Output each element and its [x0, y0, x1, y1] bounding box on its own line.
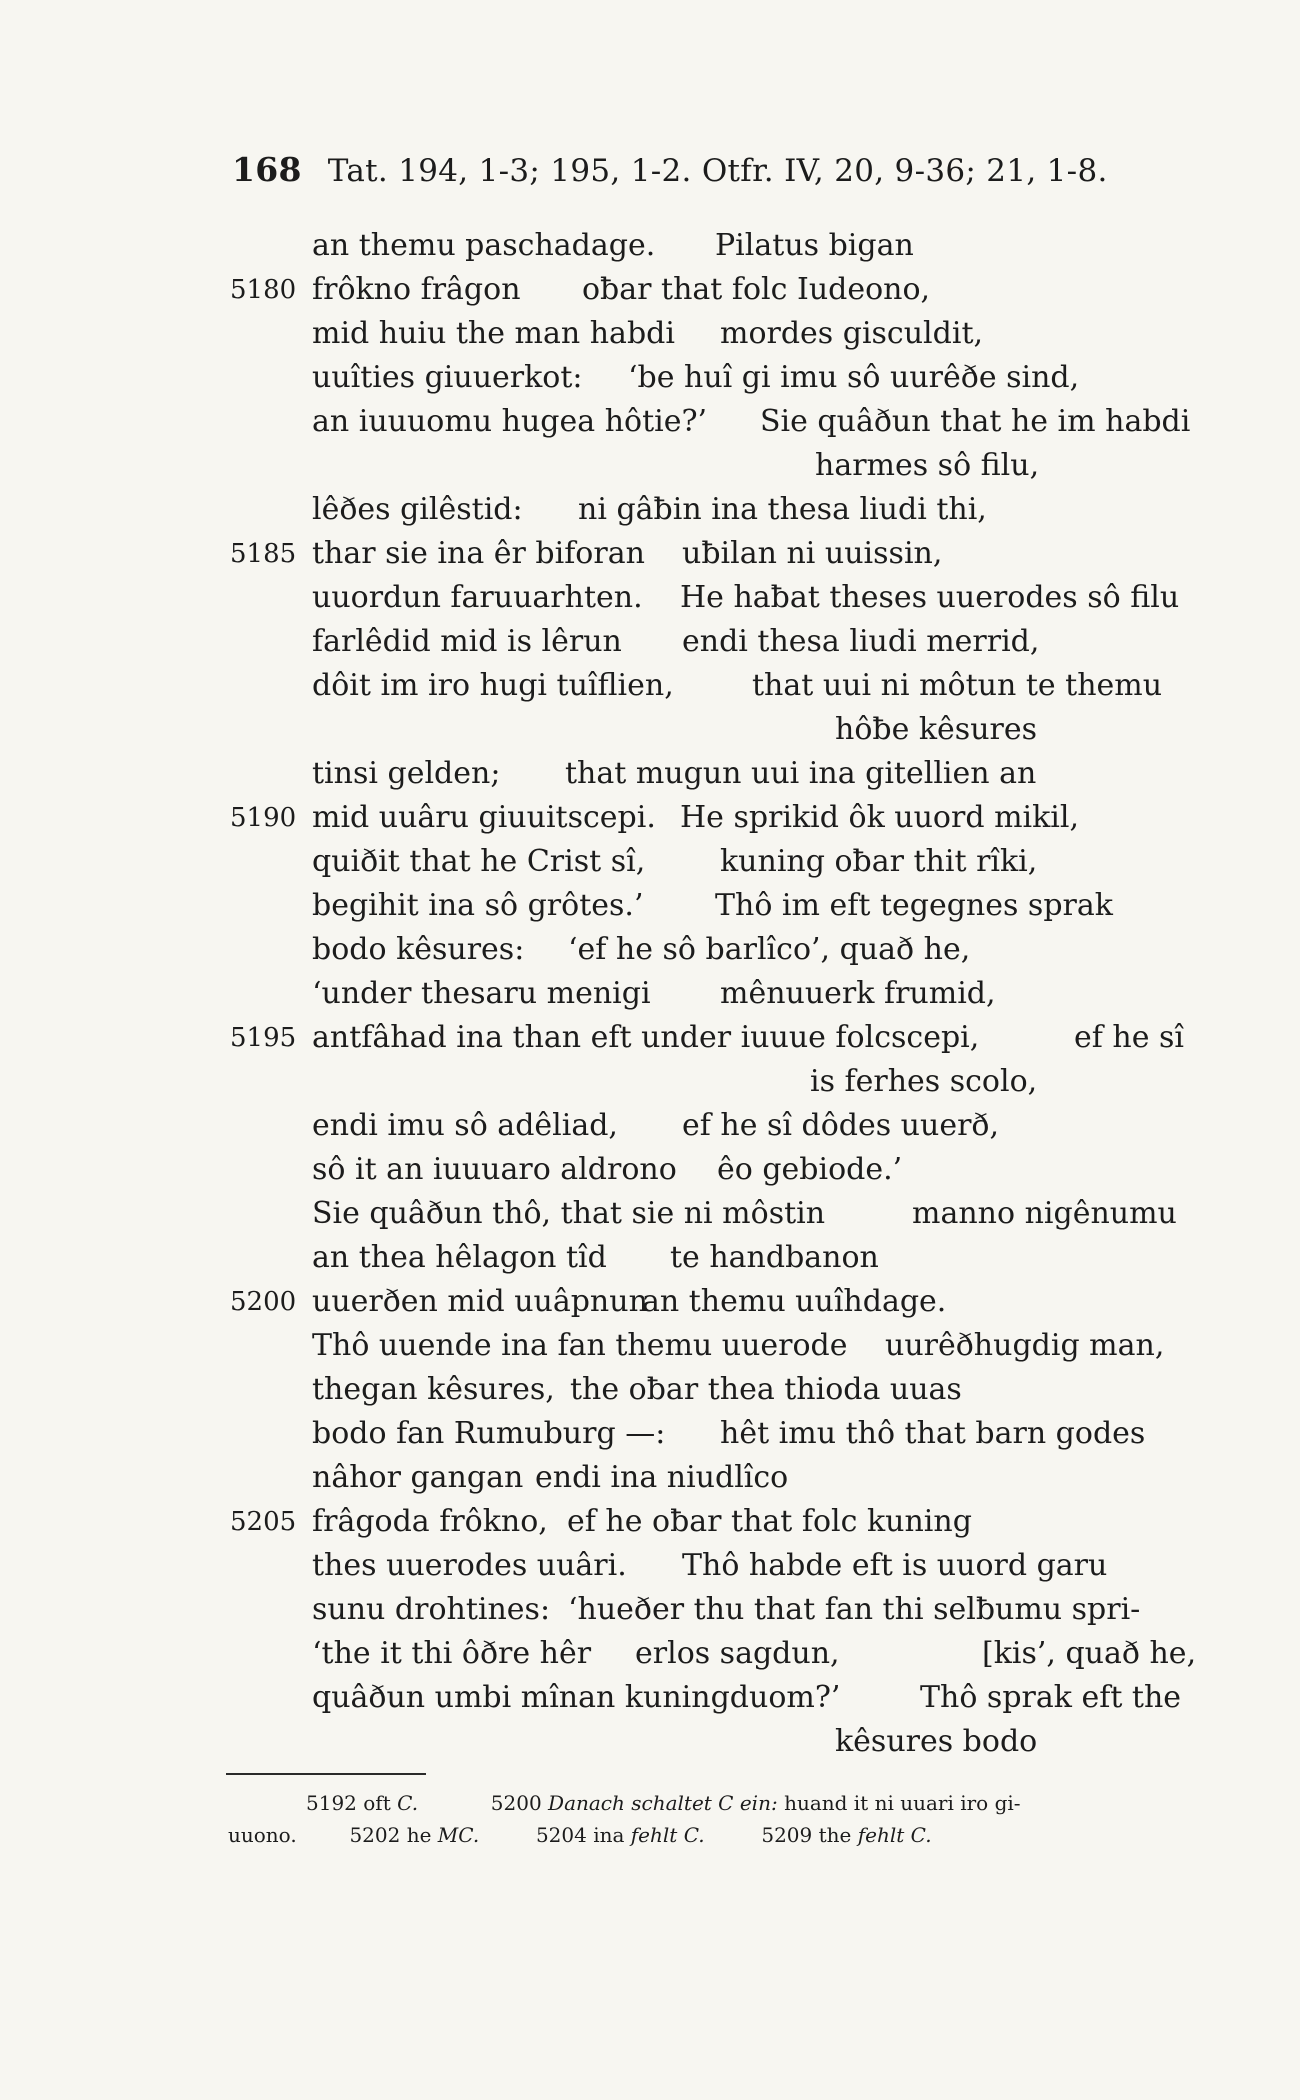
footnote-text: oft: [363, 1791, 391, 1815]
footnote-ref: 5204: [535, 1823, 587, 1847]
second-half-line: the oƀar thea thioda uuas: [570, 1372, 962, 1407]
second-half-line: that mugun uui ina gitellien an: [565, 756, 1037, 791]
line-number: 5205: [230, 1507, 297, 1537]
second-half-line: ef he oƀar that folc kuning: [567, 1504, 972, 1539]
second-half-line: is ferhes scolo,: [810, 1064, 1038, 1099]
footnote-editorial: Danach schaltet C ein:: [548, 1791, 778, 1815]
first-half-line: frâgoda frôkno,: [312, 1504, 548, 1539]
line-number: 5190: [230, 803, 297, 833]
first-half-line: endi imu sô adêliad,: [312, 1108, 618, 1143]
first-half-line: quâðun umbi mînan kuningduom?’: [312, 1680, 841, 1715]
first-half-line: nâhor gangan: [312, 1460, 524, 1495]
second-half-line: erlos sagdun,: [635, 1636, 840, 1671]
first-half-line: uuîties giuuerkot:: [312, 360, 583, 395]
source-reference: Tat. 194, 1-3; 195, 1-2. Otfr. IV, 20, 9-36; 21, 1-8.: [327, 153, 1108, 189]
second-half-line: êo gebiode.’: [717, 1152, 903, 1187]
first-half-line: mid huiu the man habdi: [312, 316, 675, 351]
second-half-line: uurêðhugdig man,: [885, 1328, 1165, 1363]
first-half-line: sô it an iuuuaro aldrono: [312, 1152, 677, 1187]
second-half-line: Thô habde eft is uuord garu: [682, 1548, 1108, 1583]
second-half-line: mordes gisculdit,: [720, 316, 984, 351]
footnote-text: ina: [593, 1823, 625, 1847]
first-half-line: sunu drohtines:: [312, 1592, 551, 1627]
first-half-line: thes uuerodes uuâri.: [312, 1548, 627, 1583]
footnote-ref: 5200: [490, 1791, 542, 1815]
second-half-line: ‘ef he sô barlîco’, quað he,: [568, 932, 971, 967]
second-half-line: mênuuerk frumid,: [720, 976, 996, 1011]
first-half-line: bodo fan Rumuburg —:: [312, 1416, 666, 1451]
bracketed-continuation: [kis’, quað he,: [982, 1636, 1197, 1671]
line-number: 5185: [230, 539, 297, 569]
second-half-line: Pilatus bigan: [715, 228, 914, 263]
second-half-line: oƀar that folc Iudeono,: [582, 272, 931, 307]
second-half-line: He sprikid ôk uuord mikil,: [680, 800, 1080, 835]
first-half-line: uuordun faruuarhten.: [312, 580, 643, 615]
footnote-siglum: C.: [397, 1791, 419, 1815]
footnote-text: the: [818, 1823, 852, 1847]
first-half-line: an thea hêlagon tîd: [312, 1240, 607, 1275]
first-half-line: farlêdid mid is lêrun: [312, 624, 622, 659]
footnote-siglum: fehlt C.: [630, 1823, 705, 1847]
second-half-line: kêsures bodo: [835, 1724, 1038, 1759]
first-half-line: Thô uuende ina fan themu uuerode: [312, 1328, 848, 1363]
first-half-line: tinsi gelden;: [312, 756, 501, 791]
second-half-line: ni gâƀin ina thesa liudi thi,: [578, 492, 987, 527]
first-half-line: ‘under thesaru menigi: [312, 976, 651, 1011]
footnote-line-2: [228, 1820, 932, 1850]
first-half-line: quiðit that he Crist sî,: [312, 844, 646, 879]
second-half-line: harmes sô filu,: [815, 448, 1040, 483]
second-half-line: Thô im eft tegegnes sprak: [715, 888, 1113, 923]
line-number: 5195: [230, 1023, 297, 1053]
first-half-line: begihit ina sô grôtes.’: [312, 888, 644, 923]
second-half-line: that uui ni môtun te themu: [752, 668, 1163, 703]
second-half-line: endi ina niudlîco: [535, 1460, 789, 1495]
line-number: 5180: [230, 275, 297, 305]
second-half-line: ef he sî dôdes uuerð,: [682, 1108, 1000, 1143]
page-number: 168: [232, 150, 302, 189]
second-half-line: hôƀe kêsures: [835, 712, 1038, 747]
footnote-text: uuono.: [228, 1823, 297, 1847]
first-half-line: dôit im iro hugi tuîflien,: [312, 668, 674, 703]
first-half-line: mid uuâru giuuitscepi.: [312, 800, 656, 835]
footnote-ref: 5192: [306, 1791, 357, 1815]
first-half-line: an iuuuomu hugea hôtie?’: [312, 404, 708, 439]
second-half-line: an themu uuîhdage.: [642, 1284, 947, 1319]
footnote-text: huand it ni uuari iro gi-: [784, 1791, 1021, 1815]
second-half-line: te handbanon: [670, 1240, 879, 1275]
running-header: [232, 150, 1108, 189]
second-half-line: uƀilan ni uuissin,: [682, 536, 943, 571]
second-half-line: ‘be huî gi imu sô uurêðe sind,: [628, 360, 1080, 395]
first-half-line: lêðes gilêstid:: [312, 492, 523, 527]
first-half-line: Sie quâðun thô, that sie ni môstin: [312, 1196, 826, 1231]
second-half-line: kuning oƀar thit rîki,: [720, 844, 1038, 879]
footnote-ref: 5209: [761, 1823, 813, 1847]
first-half-line: thegan kêsures,: [312, 1372, 555, 1407]
first-half-line: antfâhad ina than eft under iuuue folcscepi,: [312, 1020, 980, 1055]
second-half-line: Sie quâðun that he im habdi: [760, 404, 1191, 439]
footnote-siglum: MC.: [437, 1823, 480, 1847]
second-half-line: He haƀat theses uuerodes sô filu: [680, 580, 1180, 615]
footnote-separator: [226, 1773, 426, 1775]
first-half-line: bodo kêsures:: [312, 932, 525, 967]
footnote-siglum: fehlt C.: [857, 1823, 932, 1847]
second-half-line: manno nigênumu: [912, 1196, 1177, 1231]
second-half-line: ‘hueðer thu that fan thi selƀumu spri-: [568, 1592, 1141, 1627]
footnote-line-1: [306, 1788, 1021, 1818]
second-half-line: ef he sî: [1074, 1020, 1184, 1055]
first-half-line: uuerðen mid uuâpnun: [312, 1284, 648, 1319]
first-half-line: ‘the it thi ôðre hêr: [312, 1636, 592, 1671]
first-half-line: an themu paschadage.: [312, 228, 656, 263]
line-number: 5200: [230, 1287, 297, 1317]
second-half-line: Thô sprak eft the: [920, 1680, 1182, 1715]
first-half-line: thar sie ina êr biforan: [312, 536, 645, 571]
second-half-line: hêt imu thô that barn godes: [720, 1416, 1146, 1451]
footnote-text: he: [406, 1823, 432, 1847]
footnote-ref: 5202: [349, 1823, 401, 1847]
second-half-line: endi thesa liudi merrid,: [682, 624, 1040, 659]
first-half-line: frôkno frâgon: [312, 272, 521, 307]
